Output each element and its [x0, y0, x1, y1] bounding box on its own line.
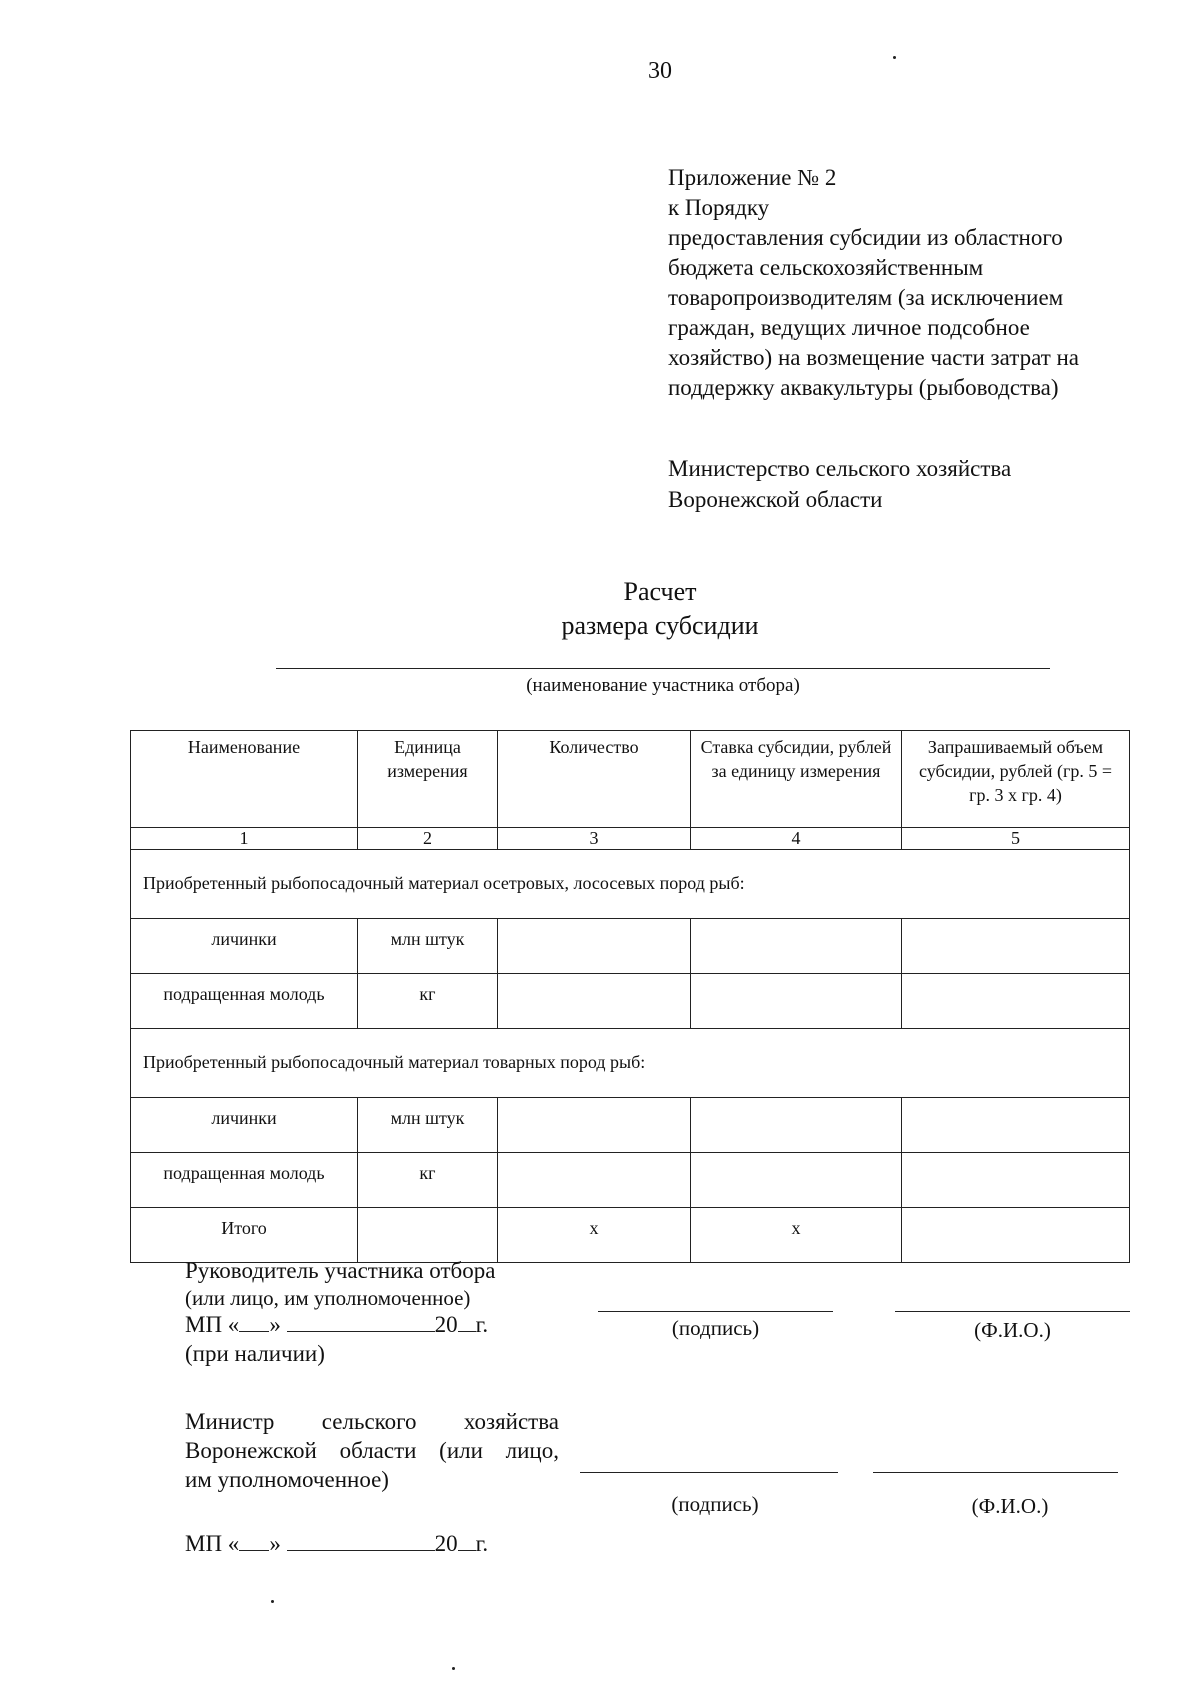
participant-name-line: [276, 668, 1050, 669]
year-prefix: 20: [434, 1531, 458, 1556]
table-row: [131, 1098, 1130, 1153]
year-suffix: г.: [475, 1312, 489, 1337]
table-cell: подращенная молодь: [131, 974, 358, 1029]
appendix-line: бюджета сельскохозяйственным: [668, 255, 984, 280]
year-blank[interactable]: [458, 1313, 476, 1332]
table-cell: [902, 1098, 1130, 1153]
title-line-1: Расчет: [623, 577, 697, 606]
table-cell: [691, 1098, 902, 1153]
table-header-row: [131, 731, 1130, 828]
year-prefix: 20: [434, 1312, 458, 1337]
signature2-date: [185, 1530, 488, 1558]
signature2-line-1: Министр сельского хозяйства: [185, 1409, 559, 1434]
appendix-line: к Порядку: [668, 195, 770, 220]
header-cell: Количество: [498, 731, 691, 828]
column-number: 4: [691, 828, 902, 850]
table-cell: [498, 1153, 691, 1208]
signature2-sign-line[interactable]: [580, 1472, 838, 1473]
mp-label: МП «: [185, 1531, 240, 1556]
table-cell: х: [691, 1208, 902, 1263]
column-number-row: [131, 828, 1130, 850]
table-cell: [498, 1098, 691, 1153]
table-cell: [902, 1153, 1130, 1208]
table-cell: Итого: [131, 1208, 358, 1263]
table-cell: [691, 974, 902, 1029]
scan-speck: [893, 56, 896, 59]
signature2-fio-caption: (Ф.И.О.): [971, 1494, 1049, 1518]
section-title: Приобретенный рыбопосадочный материал товарных пород рыб:: [131, 1029, 1130, 1098]
header-cell: Единица измерения: [358, 731, 498, 828]
scan-speck: [271, 1600, 274, 1603]
table-cell: [902, 974, 1130, 1029]
appendix-header: [668, 163, 1168, 403]
header-cell: Запрашиваемый объем субсидии, рублей (гр. 5 = гр. 3 х гр. 4): [902, 731, 1130, 828]
section-title: Приобретенный рыбопосадочный материал осетровых, лососевых пород рыб:: [131, 850, 1130, 919]
table-cell: [498, 974, 691, 1029]
column-number: 1: [131, 828, 358, 850]
signature2-line-3: им уполномоченное): [185, 1467, 389, 1492]
table-cell: личинки: [131, 919, 358, 974]
header-cell: Наименование: [131, 731, 358, 828]
appendix-line: Приложение № 2: [668, 165, 837, 190]
appendix-line: поддержку аквакультуры (рыбоводства): [668, 375, 1059, 400]
column-number: 5: [902, 828, 1130, 850]
signature1-subtitle: (или лицо, им уполномоченное): [185, 1286, 471, 1310]
appendix-line: предоставления субсидии из областного: [668, 225, 1063, 250]
appendix-line: хозяйство) на возмещение части затрат на: [668, 345, 1080, 370]
year-blank[interactable]: [458, 1532, 476, 1551]
addressee-line: Воронежской области: [668, 487, 883, 512]
signature2-fio-line[interactable]: [873, 1472, 1118, 1473]
month-blank[interactable]: [287, 1313, 435, 1332]
section-row: [131, 850, 1130, 919]
column-number: 3: [498, 828, 691, 850]
page-number: 30: [648, 58, 672, 84]
total-row: [131, 1208, 1130, 1263]
signature2-line-2: Воронежской области (или лицо,: [185, 1438, 559, 1463]
table-cell: [358, 1208, 498, 1263]
table-cell: подращенная молодь: [131, 1153, 358, 1208]
month-blank[interactable]: [287, 1532, 435, 1551]
signature1-sign-line[interactable]: [598, 1311, 833, 1312]
appendix-line: граждан, ведущих личное подсобное: [668, 315, 1030, 340]
table-cell: млн штук: [358, 1098, 498, 1153]
table-cell: личинки: [131, 1098, 358, 1153]
signature1-sign-caption: (подпись): [671, 1316, 760, 1340]
document-title: [0, 575, 1200, 643]
signature1-title: Руководитель участника отбора: [185, 1258, 496, 1283]
section-row: [131, 1029, 1130, 1098]
table-cell: [902, 919, 1130, 974]
table-cell: [691, 1153, 902, 1208]
addressee-line: Министерство сельского хозяйства: [668, 456, 1012, 481]
participant-name-caption: (наименование участника отбора): [526, 675, 800, 696]
table-cell: х: [498, 1208, 691, 1263]
mp-label: МП «: [185, 1312, 240, 1337]
signature1-date: [185, 1311, 488, 1339]
table-cell: [498, 919, 691, 974]
table-row: [131, 974, 1130, 1029]
table-row: [131, 1153, 1130, 1208]
table-row: [131, 919, 1130, 974]
signature1-fio-caption: (Ф.И.О.): [974, 1318, 1051, 1342]
appendix-line: товаропроизводителям (за исключением: [668, 285, 1064, 310]
calculation-table: [130, 730, 1130, 1263]
column-number: 2: [358, 828, 498, 850]
table-cell: кг: [358, 974, 498, 1029]
year-suffix: г.: [475, 1531, 489, 1556]
day-blank[interactable]: [239, 1313, 269, 1332]
day-blank[interactable]: [239, 1532, 269, 1551]
table-cell: [691, 919, 902, 974]
mp-close: »: [269, 1312, 281, 1337]
signature2-sign-caption: (подпись): [671, 1492, 759, 1516]
table-cell: [902, 1208, 1130, 1263]
scan-speck: [452, 1667, 455, 1670]
signature1-fio-line[interactable]: [895, 1311, 1130, 1312]
addressee: [668, 453, 1168, 515]
table-cell: млн штук: [358, 919, 498, 974]
mp-close: »: [269, 1531, 281, 1556]
header-cell: Ставка субсидии, рублей за единицу измерения: [691, 731, 902, 828]
title-line-2: размера субсидии: [561, 611, 759, 640]
table-cell: кг: [358, 1153, 498, 1208]
signature1-note: (при наличии): [185, 1341, 325, 1366]
